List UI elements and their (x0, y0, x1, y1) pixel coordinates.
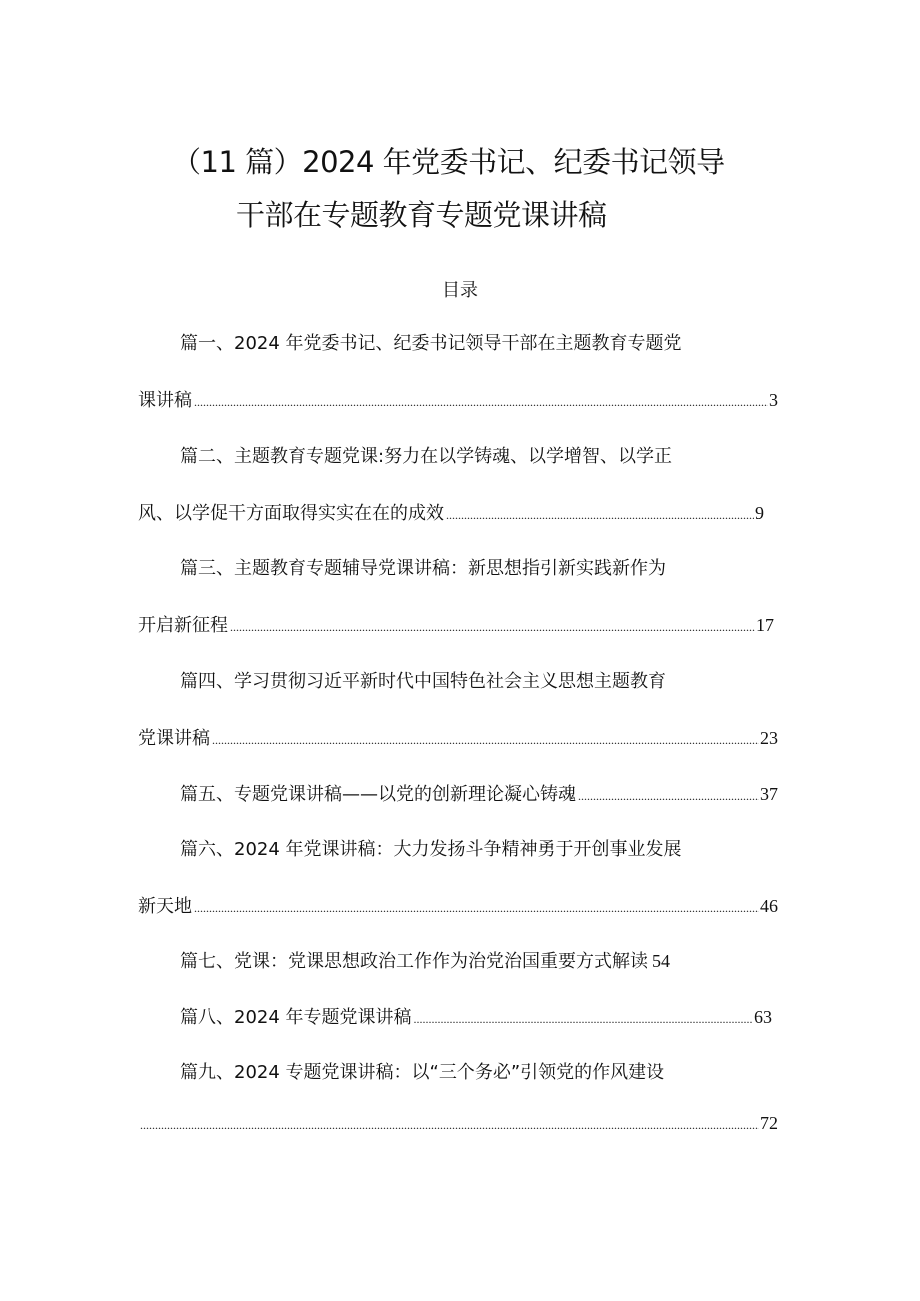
toc-page-number: 17 (756, 615, 774, 635)
toc-entry-text: 篇七、党课：党课思想政治工作作为治党治国重要方式解读 (180, 951, 648, 972)
dot-leader (194, 389, 768, 415)
toc-entry-6-line-1[interactable] (180, 837, 682, 863)
toc-page-number: 46 (760, 896, 778, 916)
dot-leader (230, 614, 755, 640)
toc-page-number: 63 (754, 1007, 772, 1027)
toc-entry-text: 新天地 (138, 896, 192, 917)
toc-entry-4-line-1[interactable] (180, 669, 666, 695)
toc-entry-text: 开启新征程 (138, 615, 228, 636)
toc-entry-3-line-1[interactable] (180, 556, 666, 582)
toc-entry-text: 篇九、2024 专题党课讲稿：以“三个务必”引领党的作风建设 (180, 1062, 665, 1083)
title-line-1: （11 篇）2024 年党委书记、纪委书记领导 (172, 145, 725, 179)
toc-page-number: 9 (755, 503, 764, 523)
toc-heading: 目录 (442, 280, 478, 301)
toc-entry-8[interactable] (180, 1004, 772, 1030)
toc-entry-text: 篇二、主题教育专题党课:努力在以学铸魂、以学增智、以学正 (180, 446, 673, 467)
toc-entry-text: 党课讲稿 (138, 728, 210, 749)
toc-entry-9-line-2[interactable] (138, 1110, 778, 1136)
toc-entry-9-line-1[interactable] (180, 1060, 664, 1086)
toc-entry-2-line-1[interactable] (180, 444, 672, 470)
toc-entry-1-line-2[interactable] (138, 387, 778, 413)
toc-entry-6-line-2[interactable] (138, 893, 778, 919)
toc-entry-text: 篇五、专题党课讲稿——以党的创新理论凝心铸魂 (180, 784, 576, 805)
toc-entry-text: 篇六、2024 年党课讲稿：大力发扬斗争精神勇于开创事业发展 (180, 839, 682, 860)
dot-leader (446, 502, 754, 528)
dot-leader (212, 727, 759, 753)
dot-leader (140, 1112, 759, 1138)
toc-entry-5[interactable] (180, 781, 778, 807)
toc-page-number: 37 (760, 784, 778, 804)
toc-page-number: 72 (760, 1113, 778, 1133)
toc-entry-text: 课讲稿 (138, 390, 192, 411)
title-line-2: 干部在专题教育专题党课讲稿 (236, 198, 607, 232)
toc-entry-3-line-2[interactable] (138, 612, 774, 638)
toc-page-number: 23 (760, 728, 778, 748)
toc-entry-7[interactable] (180, 948, 670, 974)
toc-page-number: 54 (652, 951, 670, 971)
toc-entry-4-line-2[interactable] (138, 725, 778, 751)
toc-entry-2-line-2[interactable] (138, 500, 764, 526)
dot-leader (414, 1006, 753, 1032)
toc-entry-text: 篇三、主题教育专题辅导党课讲稿：新思想指引新实践新作为 (180, 558, 666, 579)
toc-entry-text: 篇八、2024 年专题党课讲稿 (180, 1007, 412, 1028)
dot-leader (578, 783, 759, 809)
toc-entry-text: 篇四、学习贯彻习近平新时代中国特色社会主义思想主题教育 (180, 671, 666, 692)
toc-entry-1-line-1[interactable] (180, 331, 682, 357)
dot-leader (194, 895, 759, 921)
toc-page-number: 3 (769, 390, 778, 410)
toc-entry-text: 风、以学促干方面取得实实在在的成效 (138, 503, 444, 524)
toc-entry-text: 篇一、2024 年党委书记、纪委书记领导干部在主题教育专题党 (180, 333, 682, 354)
